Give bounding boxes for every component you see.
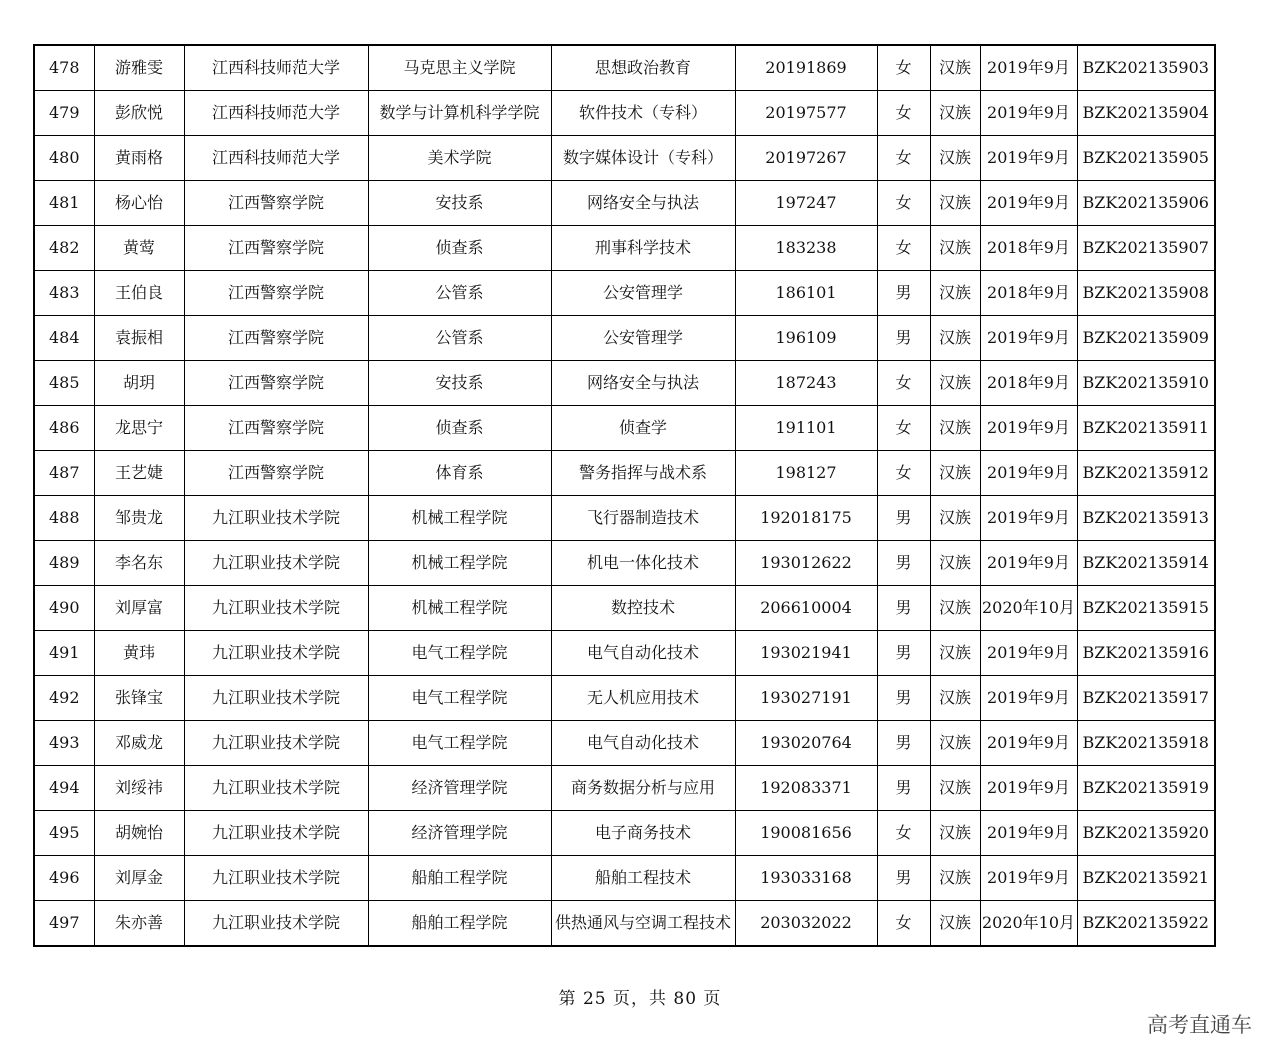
university-cell: 江西警察学院	[184, 361, 368, 406]
student-name-cell: 邹贵龙	[94, 496, 184, 541]
ethnicity-cell: 汉族	[930, 316, 980, 361]
ethnicity-cell: 汉族	[930, 45, 980, 91]
department-cell: 机械工程学院	[368, 586, 551, 631]
seq-no-cell: 480	[34, 136, 94, 181]
ethnicity-cell: 汉族	[930, 856, 980, 901]
student-name-cell: 袁振相	[94, 316, 184, 361]
student-name-cell: 王艺婕	[94, 451, 184, 496]
cert-no-cell: BZK202135917	[1077, 676, 1215, 721]
student-id-cell: 193012622	[735, 541, 877, 586]
seq-no-cell: 494	[34, 766, 94, 811]
ethnicity-cell: 汉族	[930, 721, 980, 766]
cert-no-cell: BZK202135904	[1077, 91, 1215, 136]
enroll-date-cell: 2019年9月	[980, 316, 1077, 361]
student-id-cell: 192018175	[735, 496, 877, 541]
cert-no-cell: BZK202135911	[1077, 406, 1215, 451]
major-cell: 侦查学	[551, 406, 735, 451]
university-cell: 江西警察学院	[184, 406, 368, 451]
seq-no-cell: 483	[34, 271, 94, 316]
student-id-cell: 193020764	[735, 721, 877, 766]
university-cell: 江西警察学院	[184, 271, 368, 316]
student-name-cell: 杨心怡	[94, 181, 184, 226]
student-id-cell: 183238	[735, 226, 877, 271]
enroll-date-cell: 2019年9月	[980, 451, 1077, 496]
gender-cell: 女	[877, 91, 930, 136]
department-cell: 公管系	[368, 316, 551, 361]
major-cell: 机电一体化技术	[551, 541, 735, 586]
table-row	[34, 271, 1215, 316]
seq-no-cell: 481	[34, 181, 94, 226]
department-cell: 公管系	[368, 271, 551, 316]
gender-cell: 女	[877, 901, 930, 947]
seq-no-cell: 495	[34, 811, 94, 856]
gender-cell: 男	[877, 721, 930, 766]
gender-cell: 男	[877, 676, 930, 721]
student-name-cell: 龙思宁	[94, 406, 184, 451]
student-name-cell: 胡婉怡	[94, 811, 184, 856]
seq-no-cell: 479	[34, 91, 94, 136]
seq-no-cell: 482	[34, 226, 94, 271]
table-row	[34, 676, 1215, 721]
student-name-cell: 黄莺	[94, 226, 184, 271]
student-id-cell: 193027191	[735, 676, 877, 721]
ethnicity-cell: 汉族	[930, 586, 980, 631]
university-cell: 江西警察学院	[184, 451, 368, 496]
student-id-cell: 206610004	[735, 586, 877, 631]
student-id-cell: 193033168	[735, 856, 877, 901]
enroll-date-cell: 2019年9月	[980, 676, 1077, 721]
department-cell: 船舶工程学院	[368, 901, 551, 947]
ethnicity-cell: 汉族	[930, 406, 980, 451]
major-cell: 飞行器制造技术	[551, 496, 735, 541]
cert-no-cell: BZK202135905	[1077, 136, 1215, 181]
seq-no-cell: 497	[34, 901, 94, 947]
student-id-cell: 198127	[735, 451, 877, 496]
major-cell: 数控技术	[551, 586, 735, 631]
gender-cell: 女	[877, 181, 930, 226]
gender-cell: 男	[877, 496, 930, 541]
table-row	[34, 811, 1215, 856]
major-cell: 电气自动化技术	[551, 721, 735, 766]
university-cell: 九江职业技术学院	[184, 541, 368, 586]
student-name-cell: 彭欣悦	[94, 91, 184, 136]
ethnicity-cell: 汉族	[930, 496, 980, 541]
enroll-date-cell: 2019年9月	[980, 766, 1077, 811]
student-id-cell: 187243	[735, 361, 877, 406]
gender-cell: 男	[877, 631, 930, 676]
student-name-cell: 游雅雯	[94, 45, 184, 91]
ethnicity-cell: 汉族	[930, 811, 980, 856]
cert-no-cell: BZK202135920	[1077, 811, 1215, 856]
major-cell: 商务数据分析与应用	[551, 766, 735, 811]
seq-no-cell: 484	[34, 316, 94, 361]
student-name-cell: 李名东	[94, 541, 184, 586]
table-row	[34, 406, 1215, 451]
student-name-cell: 朱亦善	[94, 901, 184, 947]
university-cell: 江西警察学院	[184, 226, 368, 271]
seq-no-cell: 488	[34, 496, 94, 541]
enroll-date-cell: 2019年9月	[980, 406, 1077, 451]
roster-table	[33, 44, 1216, 947]
table-row	[34, 901, 1215, 947]
seq-no-cell: 492	[34, 676, 94, 721]
university-cell: 九江职业技术学院	[184, 856, 368, 901]
cert-no-cell: BZK202135903	[1077, 45, 1215, 91]
cert-no-cell: BZK202135916	[1077, 631, 1215, 676]
table-row	[34, 631, 1215, 676]
enroll-date-cell: 2019年9月	[980, 45, 1077, 91]
cert-no-cell: BZK202135919	[1077, 766, 1215, 811]
seq-no-cell: 478	[34, 45, 94, 91]
gender-cell: 女	[877, 811, 930, 856]
department-cell: 安技系	[368, 361, 551, 406]
student-name-cell: 张锋宝	[94, 676, 184, 721]
ethnicity-cell: 汉族	[930, 901, 980, 947]
enroll-date-cell: 2019年9月	[980, 91, 1077, 136]
student-name-cell: 刘厚金	[94, 856, 184, 901]
table-row	[34, 496, 1215, 541]
gender-cell: 男	[877, 541, 930, 586]
gender-cell: 女	[877, 451, 930, 496]
table-row	[34, 721, 1215, 766]
gender-cell: 男	[877, 316, 930, 361]
cert-no-cell: BZK202135906	[1077, 181, 1215, 226]
table-row	[34, 451, 1215, 496]
gender-cell: 女	[877, 361, 930, 406]
table-row	[34, 766, 1215, 811]
ethnicity-cell: 汉族	[930, 361, 980, 406]
roster-body	[34, 45, 1215, 946]
table-row	[34, 91, 1215, 136]
seq-no-cell: 485	[34, 361, 94, 406]
ethnicity-cell: 汉族	[930, 676, 980, 721]
enroll-date-cell: 2018年9月	[980, 271, 1077, 316]
student-id-cell: 193021941	[735, 631, 877, 676]
major-cell: 电子商务技术	[551, 811, 735, 856]
department-cell: 船舶工程学院	[368, 856, 551, 901]
department-cell: 马克思主义学院	[368, 45, 551, 91]
department-cell: 侦查系	[368, 406, 551, 451]
cert-no-cell: BZK202135909	[1077, 316, 1215, 361]
university-cell: 江西科技师范大学	[184, 136, 368, 181]
page-number: 第 25 页，共 80 页	[558, 989, 722, 1009]
department-cell: 数学与计算机科学学院	[368, 91, 551, 136]
table-row	[34, 226, 1215, 271]
ethnicity-cell: 汉族	[930, 226, 980, 271]
student-id-cell: 20191869	[735, 45, 877, 91]
ethnicity-cell: 汉族	[930, 631, 980, 676]
student-name-cell: 黄玮	[94, 631, 184, 676]
major-cell: 软件技术（专科）	[551, 91, 735, 136]
cert-no-cell: BZK202135922	[1077, 901, 1215, 947]
seq-no-cell: 489	[34, 541, 94, 586]
major-cell: 公安管理学	[551, 271, 735, 316]
major-cell: 警务指挥与战术系	[551, 451, 735, 496]
university-cell: 江西警察学院	[184, 181, 368, 226]
department-cell: 侦查系	[368, 226, 551, 271]
student-name-cell: 刘厚富	[94, 586, 184, 631]
ethnicity-cell: 汉族	[930, 136, 980, 181]
department-cell: 机械工程学院	[368, 541, 551, 586]
university-cell: 九江职业技术学院	[184, 811, 368, 856]
major-cell: 刑事科学技术	[551, 226, 735, 271]
student-name-cell: 黄雨格	[94, 136, 184, 181]
seq-no-cell: 496	[34, 856, 94, 901]
cert-no-cell: BZK202135914	[1077, 541, 1215, 586]
university-cell: 江西警察学院	[184, 316, 368, 361]
major-cell: 电气自动化技术	[551, 631, 735, 676]
enroll-date-cell: 2019年9月	[980, 496, 1077, 541]
table-row	[34, 45, 1215, 91]
university-cell: 九江职业技术学院	[184, 721, 368, 766]
student-id-cell: 20197577	[735, 91, 877, 136]
enroll-date-cell: 2018年9月	[980, 226, 1077, 271]
major-cell: 无人机应用技术	[551, 676, 735, 721]
enroll-date-cell: 2019年9月	[980, 721, 1077, 766]
department-cell: 经济管理学院	[368, 766, 551, 811]
student-id-cell: 186101	[735, 271, 877, 316]
gender-cell: 男	[877, 766, 930, 811]
department-cell: 机械工程学院	[368, 496, 551, 541]
department-cell: 电气工程学院	[368, 631, 551, 676]
gender-cell: 男	[877, 271, 930, 316]
university-cell: 九江职业技术学院	[184, 496, 368, 541]
department-cell: 电气工程学院	[368, 721, 551, 766]
university-cell: 九江职业技术学院	[184, 631, 368, 676]
enroll-date-cell: 2019年9月	[980, 811, 1077, 856]
major-cell: 数字媒体设计（专科）	[551, 136, 735, 181]
student-id-cell: 197247	[735, 181, 877, 226]
student-name-cell: 邓威龙	[94, 721, 184, 766]
student-name-cell: 王伯良	[94, 271, 184, 316]
ethnicity-cell: 汉族	[930, 451, 980, 496]
university-cell: 九江职业技术学院	[184, 586, 368, 631]
enroll-date-cell: 2019年9月	[980, 181, 1077, 226]
student-id-cell: 20197267	[735, 136, 877, 181]
table-row	[34, 856, 1215, 901]
major-cell: 网络安全与执法	[551, 181, 735, 226]
gender-cell: 女	[877, 226, 930, 271]
cert-no-cell: BZK202135908	[1077, 271, 1215, 316]
gender-cell: 男	[877, 586, 930, 631]
major-cell: 网络安全与执法	[551, 361, 735, 406]
university-cell: 江西科技师范大学	[184, 91, 368, 136]
enroll-date-cell: 2018年9月	[980, 361, 1077, 406]
enroll-date-cell: 2019年9月	[980, 631, 1077, 676]
cert-no-cell: BZK202135912	[1077, 451, 1215, 496]
watermark: 高考直通车	[1147, 1013, 1252, 1037]
cert-no-cell: BZK202135913	[1077, 496, 1215, 541]
student-id-cell: 192083371	[735, 766, 877, 811]
cert-no-cell: BZK202135918	[1077, 721, 1215, 766]
university-cell: 九江职业技术学院	[184, 676, 368, 721]
table-row	[34, 586, 1215, 631]
enroll-date-cell: 2019年9月	[980, 136, 1077, 181]
cert-no-cell: BZK202135907	[1077, 226, 1215, 271]
department-cell: 安技系	[368, 181, 551, 226]
table-row	[34, 541, 1215, 586]
enroll-date-cell: 2019年9月	[980, 541, 1077, 586]
major-cell: 公安管理学	[551, 316, 735, 361]
enroll-date-cell: 2020年10月	[980, 586, 1077, 631]
ethnicity-cell: 汉族	[930, 91, 980, 136]
university-cell: 江西科技师范大学	[184, 45, 368, 91]
department-cell: 经济管理学院	[368, 811, 551, 856]
table-row	[34, 316, 1215, 361]
major-cell: 船舶工程技术	[551, 856, 735, 901]
student-id-cell: 191101	[735, 406, 877, 451]
student-id-cell: 190081656	[735, 811, 877, 856]
table-row	[34, 136, 1215, 181]
major-cell: 思想政治教育	[551, 45, 735, 91]
student-id-cell: 203032022	[735, 901, 877, 947]
seq-no-cell: 491	[34, 631, 94, 676]
cert-no-cell: BZK202135910	[1077, 361, 1215, 406]
seq-no-cell: 486	[34, 406, 94, 451]
enroll-date-cell: 2019年9月	[980, 856, 1077, 901]
table-row	[34, 181, 1215, 226]
ethnicity-cell: 汉族	[930, 271, 980, 316]
ethnicity-cell: 汉族	[930, 541, 980, 586]
university-cell: 九江职业技术学院	[184, 901, 368, 947]
table-row	[34, 361, 1215, 406]
department-cell: 美术学院	[368, 136, 551, 181]
enroll-date-cell: 2020年10月	[980, 901, 1077, 947]
seq-no-cell: 490	[34, 586, 94, 631]
cert-no-cell: BZK202135921	[1077, 856, 1215, 901]
seq-no-cell: 493	[34, 721, 94, 766]
gender-cell: 女	[877, 45, 930, 91]
gender-cell: 女	[877, 406, 930, 451]
gender-cell: 女	[877, 136, 930, 181]
department-cell: 体育系	[368, 451, 551, 496]
department-cell: 电气工程学院	[368, 676, 551, 721]
major-cell: 供热通风与空调工程技术	[551, 901, 735, 947]
seq-no-cell: 487	[34, 451, 94, 496]
cert-no-cell: BZK202135915	[1077, 586, 1215, 631]
student-name-cell: 胡玥	[94, 361, 184, 406]
ethnicity-cell: 汉族	[930, 181, 980, 226]
student-id-cell: 196109	[735, 316, 877, 361]
university-cell: 九江职业技术学院	[184, 766, 368, 811]
gender-cell: 男	[877, 856, 930, 901]
student-name-cell: 刘绥祎	[94, 766, 184, 811]
ethnicity-cell: 汉族	[930, 766, 980, 811]
